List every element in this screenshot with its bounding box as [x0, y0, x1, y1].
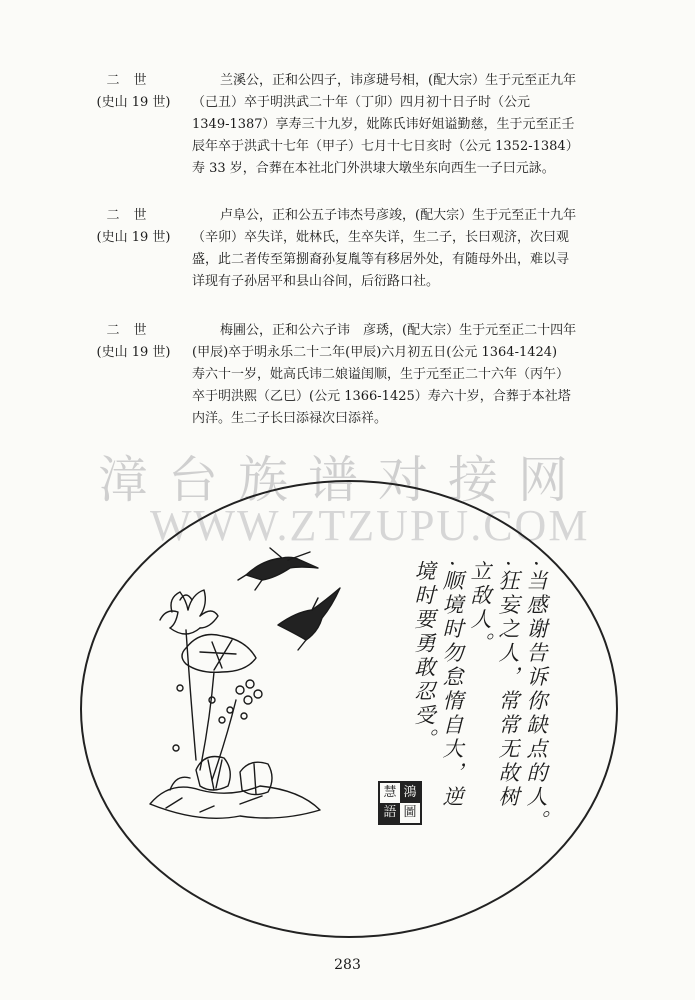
entry-line: （辛卯）卒失详，妣林氏，生卒失详，生二子，长曰观济，次曰观 — [192, 230, 570, 245]
entry-line: 卢阜公，正和公五子讳杰号彦竣，(配大宗）生于元至正十九年 — [220, 208, 577, 223]
poem-column: ·狂妄之人，常常无故树 — [496, 560, 520, 810]
seal-char: 圖 — [403, 805, 417, 820]
lower-leaves-icon — [196, 757, 272, 795]
lineage-text: (史山 19 世) — [96, 230, 171, 245]
lotus-buds-icon — [173, 680, 262, 751]
entry-line: 寿六十一岁，妣高氏讳二娘谥闺顺，生于元至正二十六年（丙午） — [192, 367, 570, 382]
swallow-icon — [278, 588, 340, 650]
lineage-text: (史山 19 世) — [96, 345, 171, 360]
seal-char: 鴻 — [400, 783, 420, 803]
page-number: 283 — [334, 957, 361, 973]
poem-column: ·顺境时勿怠惰自大，逆 — [440, 560, 464, 810]
entry-line: （己丑）卒于明洪武二十年（丁卯）四月初十日子时（公元 — [192, 95, 531, 110]
watermark-chinese: 漳台族谱对接网 — [98, 451, 588, 509]
entry-line: (甲辰)卒于明永乐二十二年(甲辰)六月初五日(公元 1364-1424) — [192, 345, 558, 360]
entry-line: 盛，此二者传至第捌裔孙复胤等有移居外处，有随母外出，难以寻 — [192, 252, 570, 267]
entry-line: 兰溪公，正和公四子，讳彦琎号相，(配大宗）生于元至正九年 — [220, 73, 577, 88]
entry-line: 内洋。生二子长曰添禄次曰添祥。 — [192, 411, 388, 426]
entry-line: 梅圃公，正和公六子讳 彦琇，(配大宗）生于元至正二十四年 — [220, 323, 577, 338]
watermark-url: WWW.ZTZUPU.COM — [150, 501, 590, 550]
generation-text: 二世 — [106, 208, 161, 223]
lineage-text: (史山 19 世) — [96, 95, 171, 110]
poem-column: 境时要勇敢忍受。 — [412, 560, 436, 752]
entry-line: 寿 33 岁，合葬在本社北门外洪埭大墩坐东向西生一子曰元詠。 — [192, 161, 555, 176]
entry-line: 卒于明洪熙（乙巳）(公元 1366-1425）寿六十岁，合葬于本社塔 — [192, 389, 571, 404]
lotus-flower-icon — [160, 590, 218, 634]
poem-column: 立敌人。 — [468, 560, 492, 656]
swallow-icon — [238, 548, 318, 590]
generation-text: 二世 — [106, 323, 161, 338]
lotus-leaf-icon — [182, 635, 256, 673]
entry-line: 1349-1387）享寿三十九岁，妣陈氏讳好姐谥勤慈，生于元至正壬 — [192, 117, 575, 132]
entry-line: 详现有子孙居平和县山谷间，后衍路口社。 — [192, 274, 440, 289]
seal-stamp — [378, 781, 422, 825]
seal-char: 慧 — [383, 785, 397, 800]
poem-column: ·当感谢告诉你缺点的人。 — [524, 560, 548, 834]
entry-line: 辰年卒于洪武十七年（甲子）七月十七日亥时（公元 1352-1384） — [192, 139, 579, 154]
rocks-icon — [150, 777, 320, 818]
seal-char: 語 — [380, 803, 400, 823]
generation-text: 二世 — [106, 73, 161, 88]
